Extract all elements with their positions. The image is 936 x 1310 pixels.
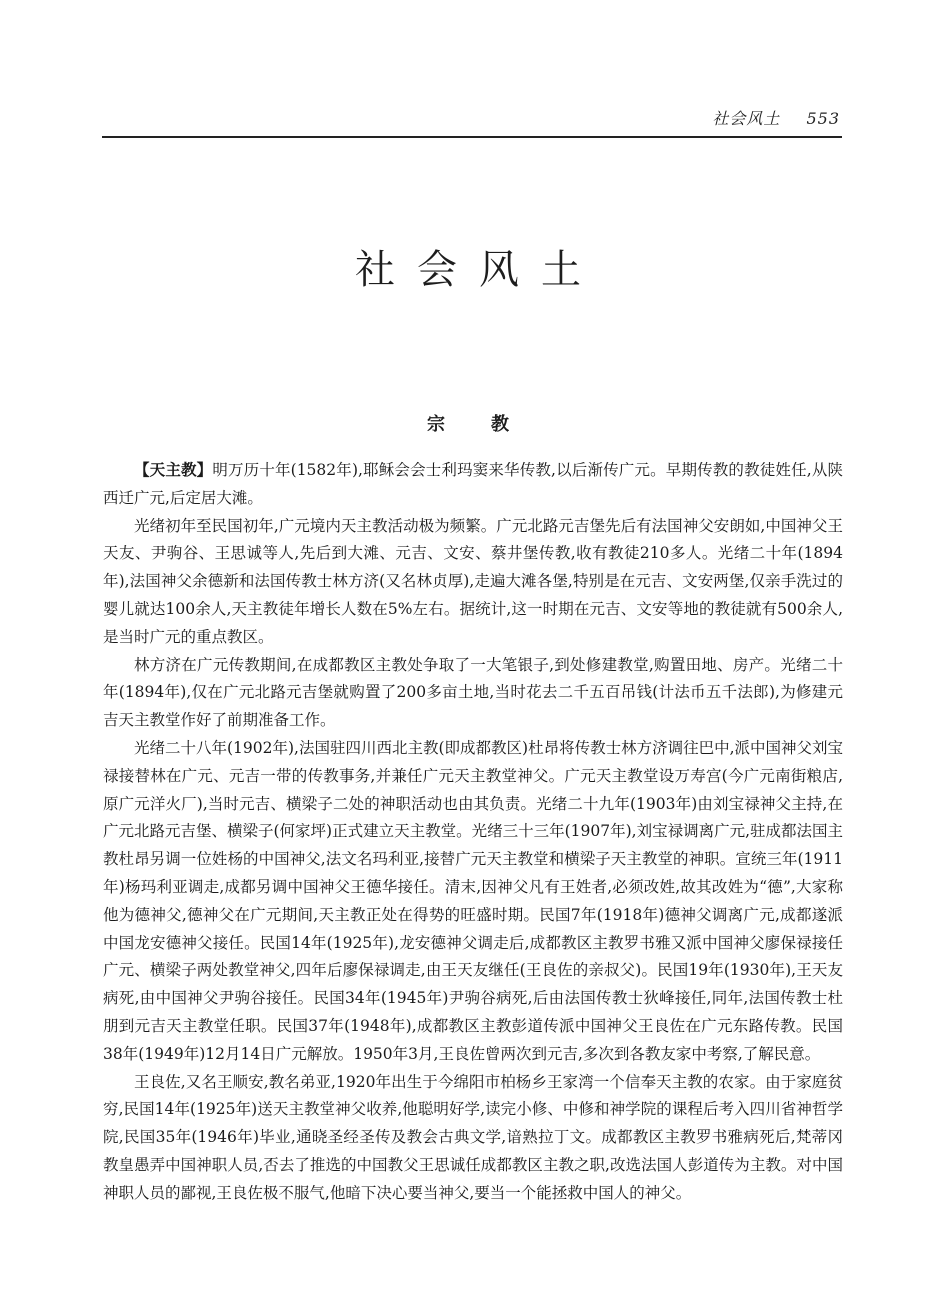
body-text <box>103 456 843 1208</box>
paragraph-1-text: 明万历十年(1582年),耶稣会会士利玛窦来华传教,以后渐传广元。早期传教的教徒姓任,从陕西迁广元,后定居大滩。 <box>103 461 843 507</box>
paragraph-3: 林方济在广元传教期间,在成都教区主教处争取了一大笔银子,到处修建教堂,购置田地、房产。光绪二十年(1894年),仅在广元北路元吉堡就购置了200多亩土地,当时花去二千五百吊钱(计法币五千法郎),为修建元吉天主教堂作好了前期准备工作。 <box>103 655 843 730</box>
running-head <box>712 106 840 129</box>
paragraph-1 <box>103 456 843 513</box>
running-head-title: 社会风土 <box>712 109 781 128</box>
header-rule <box>102 136 842 138</box>
entry-term: 【天主教】 <box>134 460 213 479</box>
paragraph-5: 王良佐,又名王顺安,教名弟亚,1920年出生于今绵阳市柏杨乡王家湾一个信奉天主教的农家。由于家庭贫穷,民国14年(1925年)送天主教堂神父收养,他聪明好学,读完小修、中修和神学院的课程后考入四川省神哲学院,民国35年(1946年)毕业,通晓圣经圣传及教会古典文学,谙熟拉丁文。成都教区主教罗书雅病死后,梵蒂冈教皇愚弄中国神职人员,否去了推选的中国教父王思诚任成都教区主教之职,改选法国人彭道传为主教。对中国神职人员的鄙视,王良佐极不服气,他暗下决心要当神父,要当一个能拯救中国人的神父。 <box>103 1072 843 1202</box>
chapter-title: 社会风土 <box>355 247 603 293</box>
paragraph-4: 光绪二十八年(1902年),法国驻四川西北主教(即成都教区)杜昂将传教士林方济调往巴中,派中国神父刘宝禄接替林在广元、元吉一带的传教事务,并兼任广元天主教堂神父。广元天主教堂设万寿宫(今广元南街粮店,原广元洋火厂),当时元吉、横梁子二处的神职活动也由其负责。光绪二十九年(1903年)由刘宝禄神父主持,在广元北路元吉堡、横梁子(何家坪)正式建立天主教堂。光绪三十三年(1907年),刘宝禄调离广元,驻成都法国主教杜昂另调一位姓杨的中国神父,法文名玛利亚,接替广元天主教堂和横梁子天主教堂的神职。宣统三年(1911年)杨玛利亚调走,成都另调中国神父王德华接任。清末,因神父凡有王姓者,必须改姓,故其改姓为“德”,大家称他为德神父,德神父在广元期间,天主教正处在得势的旺盛时期。民国7年(1918年)德神父调离广元,成都遂派中国龙安德神父接任。民国14年(1925年),龙安德神父调走后,成都教区主教罗书雅又派中国神父廖保禄接任广元、横梁子两处教堂神父,四年后廖保禄调走,由王天友继任(王良佐的亲叔父)。民国19年(1930年),王天友病死,由中国神父尹驹谷接任。民国34年(1945年)尹驹谷病死,后由法国传教士狄峰接任,同年,法国传教士杜朋到元吉天主教堂任职。民国37年(1948年),成都教区主教彭道传派中国神父王良佐在广元东路传教。民国38年(1949年)12月14日广元解放。1950年3月,王良佐曾两次到元吉,多次到各教友家中考察,了解民意。 <box>103 738 843 1063</box>
paragraph-2: 光绪初年至民国初年,广元境内天主教活动极为频繁。广元北路元吉堡先后有法国神父安朗如,中国神父王天友、尹驹谷、王思诚等人,先后到大滩、元吉、文安、蔡井堡传教,收有教徒210多人。光绪二十年(1894年),法国神父余德新和法国传教士林方济(又名林贞厚),走遍大滩各堡,特别是在元吉、文安两堡,仅亲手洗过的婴儿就达100余人,天主教徒年增长人数在5%左右。据统计,这一时期在元吉、文安等地的教徒就有500余人,是当时广元的重点教区。 <box>103 516 843 646</box>
section-title: 宗教 <box>427 414 555 435</box>
page-number: 553 <box>806 109 840 128</box>
